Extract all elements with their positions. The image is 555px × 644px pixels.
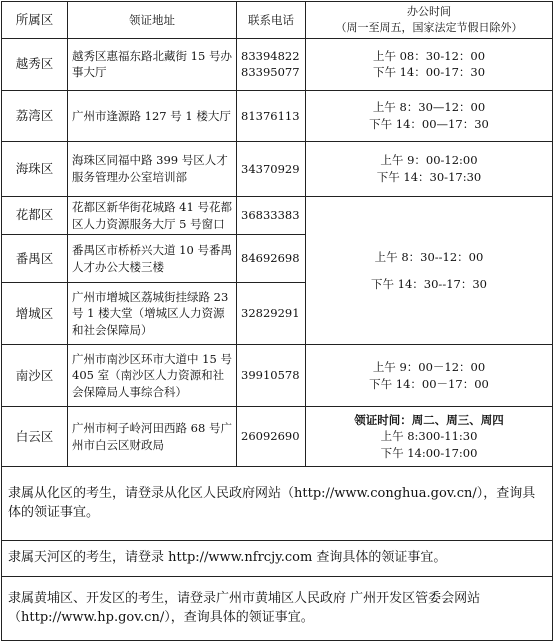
district-cell: 花都区 bbox=[2, 196, 68, 234]
note-tianhe: 隶属天河区的考生，请登录 http://www.nfrcjy.com 查询具体的领证事宜。 bbox=[2, 541, 553, 577]
hours-afternoon: 下午 14：00－17：00 bbox=[369, 376, 489, 391]
document-page bbox=[1, 1, 554, 642]
table-row bbox=[2, 196, 553, 234]
table-row bbox=[2, 407, 553, 467]
table-row bbox=[2, 90, 553, 141]
address-cell: 越秀区惠福东路北藏街 15 号办事大厅 bbox=[68, 38, 237, 90]
phone-cell bbox=[237, 345, 306, 407]
district-cell: 增城区 bbox=[2, 283, 68, 345]
hours-morning: 上午 9：00-12:00 bbox=[380, 153, 478, 168]
table-row bbox=[2, 141, 553, 196]
phone-number: 39910578 bbox=[241, 368, 300, 383]
phone-cell bbox=[237, 90, 306, 141]
hours-morning: 上午 8：30--12：00 bbox=[374, 249, 484, 264]
hours-afternoon: 下午 14:00-17:00 bbox=[380, 446, 478, 461]
address-cell: 海珠区同福中路 399 号区人才服务管理办公室培训部 bbox=[68, 141, 237, 196]
address-cell: 广州市南沙区环市大道中 15 号 405 室（南沙区人力资源和社会保障局人事综合科） bbox=[68, 345, 237, 407]
phone-cell bbox=[237, 196, 306, 234]
phone-number: 83395077 bbox=[241, 65, 300, 80]
phone-cell bbox=[237, 38, 306, 90]
hours-cell bbox=[306, 345, 553, 407]
hours-morning: 上午 8：30—12：00 bbox=[372, 100, 486, 115]
header-phone: 联系电话 bbox=[237, 2, 306, 39]
table-row bbox=[2, 345, 553, 407]
phone-cell bbox=[237, 141, 306, 196]
district-cell: 南沙区 bbox=[2, 345, 68, 407]
address-cell: 番禺区市桥桥兴大道 10 号番禺人才办公大楼三楼 bbox=[68, 235, 237, 283]
district-cell: 白云区 bbox=[2, 407, 68, 467]
note-conghua: 隶属从化区的考生，请登录从化区人民政府网站（http://www.conghua.gov.cn/），查询具体的领证事宜。 bbox=[2, 467, 553, 541]
district-cell: 海珠区 bbox=[2, 141, 68, 196]
shared-hours-cell bbox=[306, 196, 553, 344]
phone-number: 81376113 bbox=[241, 108, 300, 123]
phone-number: 36833383 bbox=[241, 208, 300, 223]
phone-cell bbox=[237, 407, 306, 467]
pickup-days: 领证时间：周二、周三、周四 bbox=[354, 412, 504, 427]
table-header-row bbox=[2, 2, 553, 39]
phone-number: 83394822 bbox=[241, 48, 300, 63]
hours-cell bbox=[306, 90, 553, 141]
hours-afternoon: 下午 14：30--17：30 bbox=[371, 276, 487, 291]
address-cell: 广州市柯子岭河田西路 68 号广州市白云区财政局 bbox=[68, 407, 237, 467]
hours-morning: 上午 8:300-11:30 bbox=[380, 429, 478, 444]
note-row bbox=[2, 577, 553, 641]
district-cell: 越秀区 bbox=[2, 38, 68, 90]
certificate-pickup-table bbox=[1, 1, 553, 641]
table-row bbox=[2, 38, 553, 90]
hours-morning: 上午 9：00－12：00 bbox=[372, 360, 486, 375]
header-address: 领证地址 bbox=[68, 2, 237, 39]
note-row bbox=[2, 467, 553, 541]
note-huangpu: 隶属黄埔区、开发区的考生，请登录广州市黄埔区人民政府 广州开发区管委会网站（http://www.hp.gov.cn/），查询具体的领证事宜。 bbox=[2, 577, 553, 641]
hours-cell bbox=[306, 407, 553, 467]
address-cell: 广州市增城区荔城街挂绿路 23 号 1 楼大堂（增城区人力资源和社会保障局） bbox=[68, 283, 237, 345]
header-district: 所属区 bbox=[2, 2, 68, 39]
address-cell: 广州市逢源路 127 号 1 楼大厅 bbox=[68, 90, 237, 141]
hours-morning: 上午 08：30-12：00 bbox=[372, 48, 486, 63]
phone-cell bbox=[237, 283, 306, 345]
phone-number: 26092690 bbox=[241, 429, 300, 444]
phone-number: 34370929 bbox=[241, 161, 300, 176]
district-cell: 番禺区 bbox=[2, 235, 68, 283]
hours-cell bbox=[306, 38, 553, 90]
phone-cell bbox=[237, 235, 306, 283]
hours-afternoon: 下午 14：30-17:30 bbox=[376, 169, 482, 184]
header-hours bbox=[306, 2, 553, 39]
hours-afternoon: 下午 14：00-17：30 bbox=[372, 65, 486, 80]
header-hours-subtitle: （周一至周五，国家法定节假日除外） bbox=[335, 20, 523, 34]
phone-number: 32829291 bbox=[241, 306, 300, 321]
note-row bbox=[2, 541, 553, 577]
hours-cell bbox=[306, 141, 553, 196]
header-hours-title: 办公时间 bbox=[407, 5, 451, 18]
hours-afternoon: 下午 14：00—17：30 bbox=[369, 116, 489, 131]
district-cell: 荔湾区 bbox=[2, 90, 68, 141]
address-cell: 花都区新华街花城路 41 号花都区人力资源服务大厅 5 号窗口 bbox=[68, 196, 237, 234]
phone-number: 84692698 bbox=[241, 251, 300, 266]
